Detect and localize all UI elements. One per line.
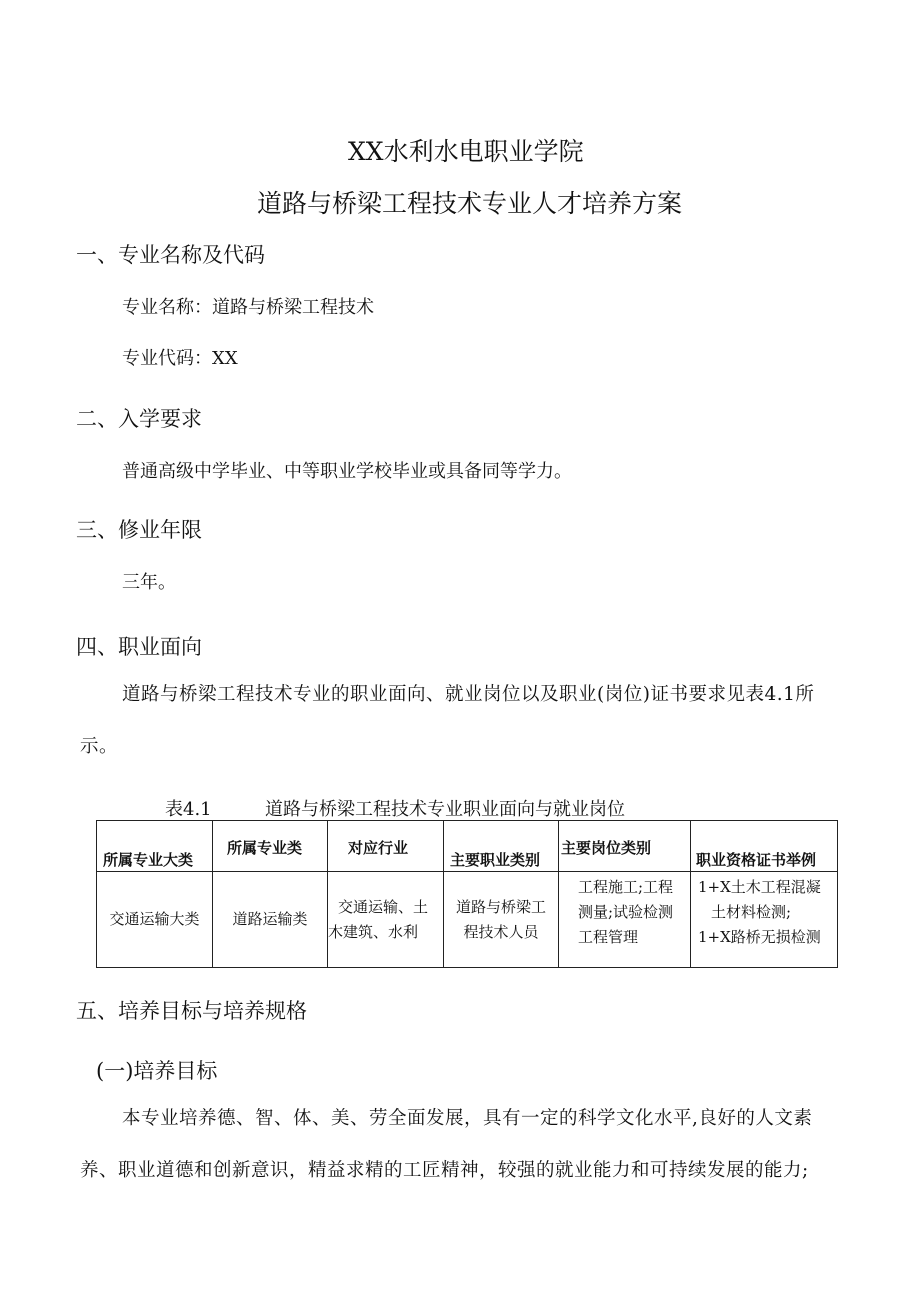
table-header-cell [328, 821, 444, 872]
cell-industry [328, 872, 444, 968]
header-industry: 对应行业 [348, 839, 409, 857]
cert-line1: 1+X土木工程混凝 [698, 878, 821, 896]
table-header-cell [691, 821, 838, 872]
table-header-row [97, 821, 838, 872]
table-caption-title: 道路与桥梁工程技术专业职业面向与就业岗位 [265, 799, 625, 820]
table-row [97, 872, 838, 968]
industry-line2: 木建筑、水利 [328, 922, 419, 941]
major-category-value: 交通运输大类 [109, 910, 200, 928]
career-text-line2: 示。 [80, 736, 119, 757]
document-subtitle: 道路与桥梁工程技术专业人才培养方案 [257, 189, 683, 218]
occupation-line2: 程技术人员 [463, 922, 539, 941]
goals-text-line2: 养、职业道德和创新意识，精益求精的工匠精神，较强的就业能力和可持续发展的能力; [80, 1160, 809, 1181]
career-text-line1: 道路与桥梁工程技术专业的职业面向、就业岗位以及职业(岗位)证书要求见表4.1所 [122, 684, 815, 705]
table-header-cell [213, 821, 328, 872]
major-name-line: 专业名称：道路与桥梁工程技术 [122, 297, 374, 318]
header-major-class: 所属专业类 [227, 839, 303, 857]
header-occupation: 主要职业类别 [450, 851, 541, 869]
section-heading-5: 五、培养目标与培养规格 [76, 999, 307, 1023]
table-header-cell [97, 821, 213, 872]
posts-line3: 工程管理 [578, 928, 639, 946]
table-header-cell [444, 821, 559, 872]
posts-line2: 测量;试验检测 [578, 903, 674, 921]
posts-line1: 工程施工;工程 [578, 878, 674, 896]
header-major-category: 所属专业大类 [103, 851, 194, 869]
cell-posts [559, 872, 691, 968]
document-title: XX水利水电职业学院 [348, 137, 584, 166]
cert-line3: 1+X路桥无损检测 [698, 928, 821, 946]
section-heading-2: 二、入学要求 [76, 407, 202, 431]
section-heading-3: 三、修业年限 [76, 518, 202, 542]
table-header-cell [559, 821, 691, 872]
cell-major-class [213, 872, 328, 968]
cert-line2: 土材料检测; [711, 903, 792, 921]
cell-occupation [444, 872, 559, 968]
career-table [96, 820, 838, 968]
major-class-value: 道路运输类 [232, 910, 308, 928]
header-certificates: 职业资格证书举例 [696, 851, 817, 869]
duration-text: 三年。 [122, 572, 176, 593]
subsection-heading-goals: (一)培养目标 [96, 1059, 218, 1083]
industry-line1: 交通运输、土 [338, 897, 429, 916]
table-caption-number: 表4.1 [165, 799, 212, 820]
section-heading-1: 一、专业名称及代码 [76, 243, 265, 267]
major-code-line: 专业代码：XX [122, 348, 238, 369]
cell-certificates [691, 872, 838, 968]
goals-text-line1: 本专业培养德、智、体、美、劳全面发展，具有一定的科学文化水平,良好的人文素 [122, 1108, 813, 1129]
cell-major-category [97, 872, 213, 968]
admission-text: 普通高级中学毕业、中等职业学校毕业或具备同等学力。 [122, 461, 572, 482]
occupation-line1: 道路与桥梁工 [455, 897, 546, 916]
section-heading-4: 四、职业面向 [76, 635, 202, 659]
header-posts: 主要岗位类别 [561, 839, 652, 857]
